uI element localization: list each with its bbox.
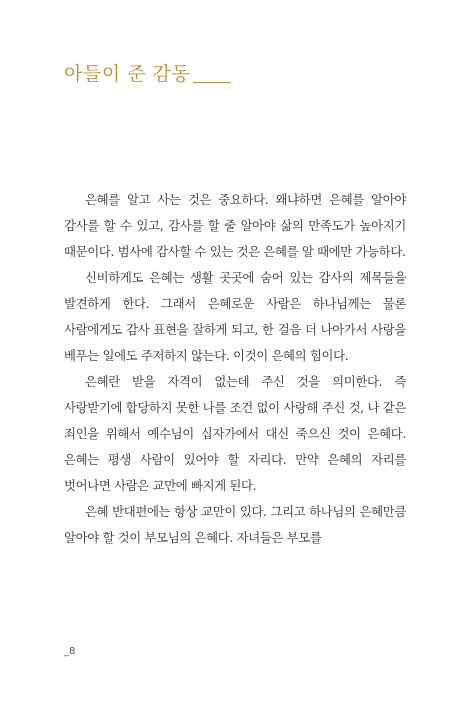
- paragraph: 은혜란 받을 자격이 없는데 주신 것을 의미한다. 즉 사랑받기에 합당하지 못한 나를 조건 없이 사랑해 주신 것, 나 같은 죄인을 위해서 예수님이 십자가에서 대신 죽으신 것이 은혜다. 은혜는 평생 사람이 있어야 할 자리다. 만약 은혜의 자리를 벗어나면 사람은 교만에 빠지게 된다.: [64, 374, 406, 493]
- page-number: _8: [64, 646, 76, 657]
- paragraph: 신비하게도 은혜는 생활 곳곳에 숨어 있는 감사의 제목들을 발견하게 한다. 그래서 은혜로운 사람은 하나님께는 물론 사람에게도 감사 표현을 잘하게 되고, 한 걸음 더 나아가서 사랑을 베푸는 일에도 주저하지 않는다. 이것이 은혜의 힘이다.: [64, 270, 406, 363]
- chapter-title: 아들이 준 감동: [64, 63, 191, 85]
- paragraph: 은혜 반대편에는 항상 교만이 있다. 그리고 하나님의 은혜만큼 알아야 할 것이 부모님의 은혜다. 자녀들은 부모를: [64, 504, 406, 545]
- title-underline-rule: [193, 82, 230, 83]
- chapter-header: [64, 62, 230, 86]
- paragraph: 은혜를 알고 사는 것은 중요하다. 왜냐하면 은혜를 알아야 감사를 할 수 있고, 감사를 할 줄 알아야 삶의 만족도가 높아지기 때문이다. 범사에 감사할 수 있는 것은 은혜를 알 때에만 가능하다.: [64, 192, 406, 259]
- body-text: [64, 187, 406, 551]
